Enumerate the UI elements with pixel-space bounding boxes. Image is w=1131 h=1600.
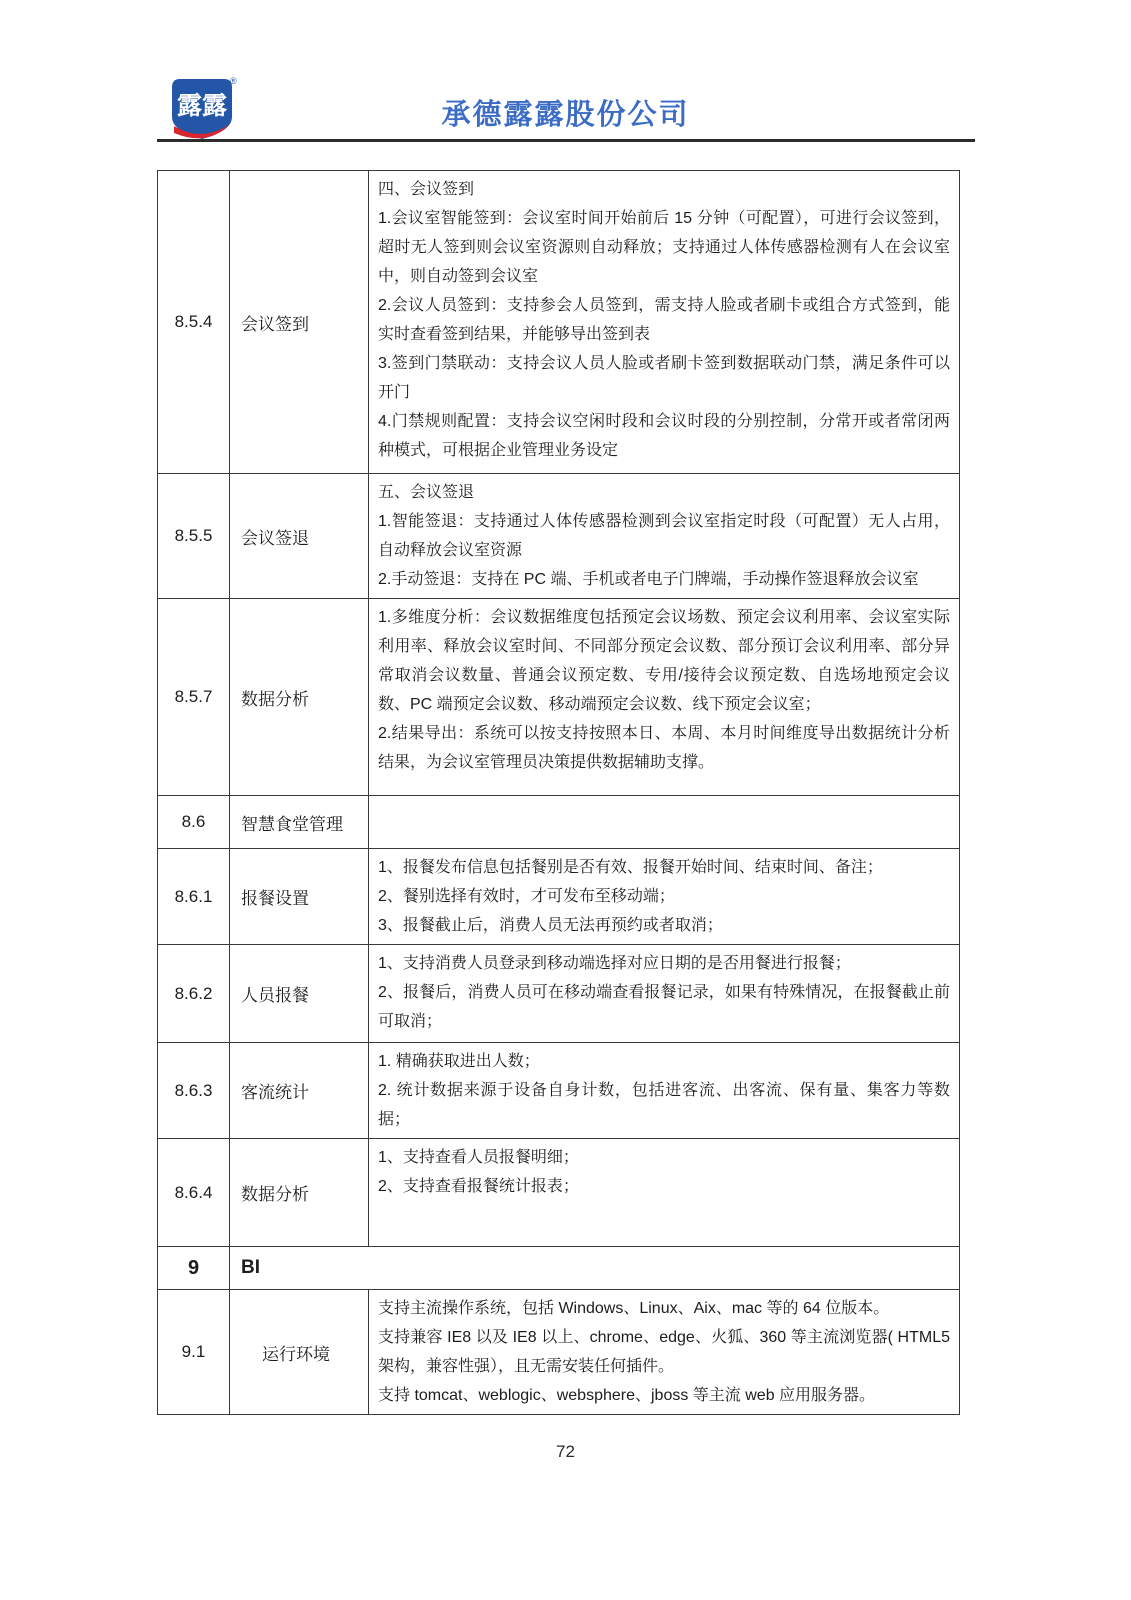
content-paragraph: 3.签到门禁联动：支持会议人员人脸或者刷卡签到数据联动门禁，满足条件可以开门 [378,355,950,401]
row-content [369,599,960,796]
table-row-8-5-4 [158,171,960,474]
content-paragraph: 支持主流操作系统，包括 Windows、Linux、Aix、mac 等的 64 位版本。 [378,1300,890,1317]
row-label: 会议签到 [230,171,369,474]
row-label: 运行环境 [230,1290,369,1415]
table-row-9 [158,1247,960,1290]
content-paragraph: 2.会议人员签到：支持参会人员签到，需支持人脸或者刷卡或组合方式签到，能实时查看签到结果，并能够导出签到表 [378,297,950,343]
row-content [369,474,960,599]
table-row-8-5-5 [158,474,960,599]
row-label: 人员报餐 [230,945,369,1043]
row-id: 8.5.4 [158,171,230,474]
row-content [369,171,960,474]
row-label: 客流统计 [230,1043,369,1139]
row-id: 8.6 [158,796,230,849]
table-row-8-6-3 [158,1043,960,1139]
content-paragraph: 2、支持查看报餐统计报表； [378,1178,579,1195]
content-paragraph: 2. 统计数据来源于设备自身计数，包括进客流、出客流、保有量、集客力等数据； [378,1082,950,1128]
row-id: 8.6.4 [158,1139,230,1247]
registered-mark: ® [230,76,237,86]
content-paragraph: 2.手动签退：支持在 PC 端、手机或者电子门牌端，手动操作签退释放会议室 [378,571,919,588]
content-paragraph: 1、支持查看人员报餐明细； [378,1149,579,1166]
row-content [369,945,960,1043]
table-row-8-6-2 [158,945,960,1043]
table-row-9-1 [158,1290,960,1415]
table-row-8-6-1 [158,849,960,945]
table-row-8-6 [158,796,960,849]
row-id: 8.6.1 [158,849,230,945]
company-title: 承德露露股份公司 [441,99,690,131]
row-id: 9.1 [158,1290,230,1415]
content-paragraph: 1. 精确获取进出人数； [378,1053,540,1070]
row-id: 8.6.2 [158,945,230,1043]
logo-text: 露露 [176,92,228,120]
content-paragraph: 1.智能签退：支持通过人体传感器检测到会议室指定时段（可配置）无人占用，自动释放会议室资源 [378,513,950,559]
row-label: 会议签退 [230,474,369,599]
content-paragraph: 2.结果导出：系统可以按支持按照本日、本周、本月时间维度导出数据统计分析结果，为会议室管理员决策提供数据辅助支撑。 [378,725,950,771]
content-paragraph: 1、支持消费人员登录到移动端选择对应日期的是否用餐进行报餐； [378,955,851,972]
row-id: 8.6.3 [158,1043,230,1139]
row-id: 8.5.7 [158,599,230,796]
row-label: 数据分析 [230,599,369,796]
content-paragraph: 1、报餐发布信息包括餐别是否有效、报餐开始时间、结束时间、备注； [378,859,883,876]
row-content [369,1290,960,1415]
row-label: 报餐设置 [230,849,369,945]
content-paragraph: 支持兼容 IE8 以及 IE8 以上、chrome、edge、火狐、360 等主流浏览器( HTML5 架构，兼容性强），且无需安装任何插件。 [378,1329,950,1375]
row-label: BI [230,1247,960,1290]
row-content [369,1139,960,1247]
row-content [369,849,960,945]
row-content [369,1043,960,1139]
content-paragraph: 四、会议签到 [378,181,475,198]
content-paragraph: 五、会议签退 [378,484,475,501]
content-paragraph: 1.多维度分析：会议数据维度包括预定会议场数、预定会议利用率、会议室实际利用率、释放会议室时间、不同部分预定会议数、部分预订会议利用率、部分异常取消会议数量、普通会议预定数、专用/接待会议预定数、自选场地预定会议数、PC 端预定会议数、移动端预定会议数、线下预定会议室； [378,609,950,713]
content-paragraph: 1.会议室智能签到：会议室时间开始前后 15 分钟（可配置），可进行会议签到，超时无人签到则会议室资源则自动释放；支持通过人体传感器检测有人在会议室中，则自动签到会议室 [378,210,950,285]
content-paragraph: 2、报餐后，消费人员可在移动端查看报餐记录，如果有特殊情况，在报餐截止前可取消； [378,984,950,1030]
content-paragraph: 4.门禁规则配置：支持会议空闲时段和会议时段的分别控制，分常开或者常闭两种模式，可根据企业管理业务设定 [378,413,950,459]
row-label: 智慧食堂管理 [230,796,369,849]
table-row-8-6-4 [158,1139,960,1247]
row-id: 9 [158,1247,230,1290]
content-paragraph: 3、报餐截止后，消费人员无法再预约或者取消； [378,917,723,934]
page-number: 72 [556,1442,575,1461]
content-paragraph: 支持 tomcat、weblogic、websphere、jboss 等主流 web 应用服务器。 [378,1387,876,1404]
row-content [369,796,960,849]
row-label: 数据分析 [230,1139,369,1247]
content-paragraph: 2、餐别选择有效时，才可发布至移动端； [378,888,675,905]
requirements-table [157,170,960,1415]
header-divider [157,139,975,142]
row-id: 8.5.5 [158,474,230,599]
table-row-8-5-7 [158,599,960,796]
